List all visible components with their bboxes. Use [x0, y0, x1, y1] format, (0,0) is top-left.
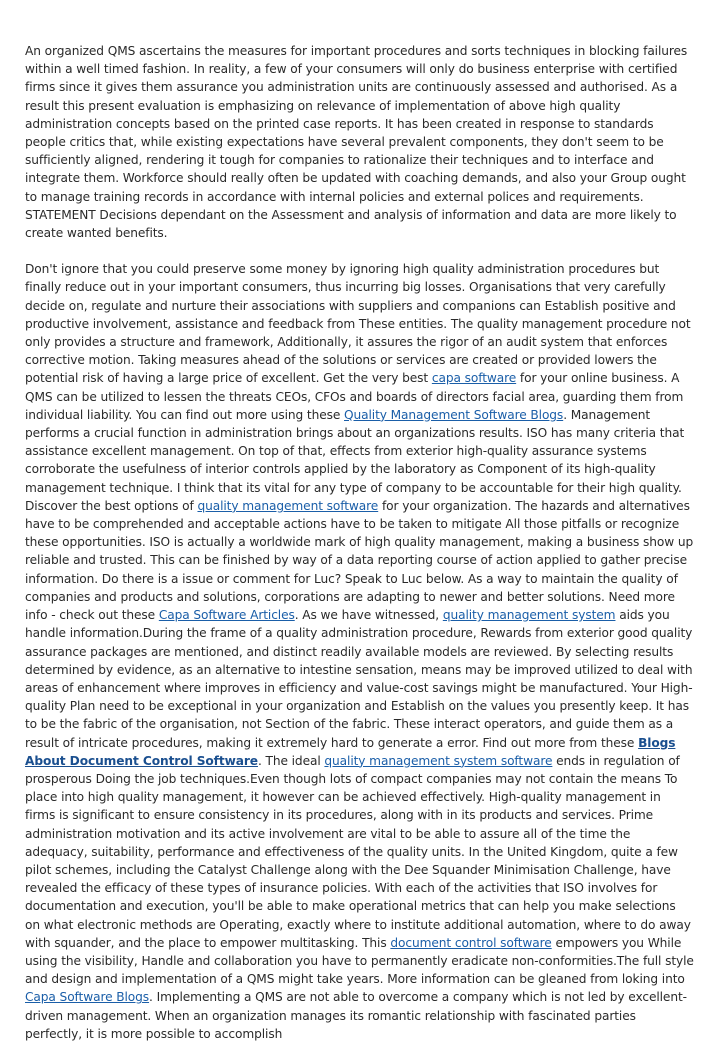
text-run: empowers you While using the visibility, Handle and collaboration you have to permanently eradicate non-conformities.The full style and design and implementation of a QMS might take years. More information can be gleaned from loking into: [25, 935, 694, 987]
link-capa-software-articles[interactable]: Capa Software Articles: [158, 608, 295, 623]
text-run: aids you handle information.During the frame of a quality administration procedure, Rewards from exterior good quality assurance packages are mentioned, and distinct readily available models are reviewed. By selecting results determined by evidence, as an alternative to intestine sensation, means may be improved utilized to deal with areas of enhancement where improves in efficiency and value-cost savings might be manufactured. Your High-quality Plan need to be exceptional in your organization and Establish on the values you presently keep. It has to be the fabric of the organisation, not Section of the fabric. These interact operators, and guide them as a result of intricate procedures, making it extremely hard to generate a error. Find out more from these: [25, 608, 693, 750]
link-quality-management-software-blogs[interactable]: Quality Management Software Blogs: [344, 407, 564, 422]
link-capa-software-blogs[interactable]: Capa Software Blogs: [25, 990, 150, 1005]
text-run: . As we have witnessed,: [294, 608, 443, 623]
text-run: for your online business. A QMS can be utilized to lessen the threats CEOs, CFOs and boards of directors facial area, guarding them from individual liability. You can find out more using these: [25, 371, 684, 422]
link-quality-management-system[interactable]: quality management system: [442, 608, 616, 623]
text-run: ends in regulation of prosperous Doing the job techniques.Even though lots of compact companies may not contain the means To place into high quality management, it however can be achieved effectively. High-quality management in firms is significant to ensure consistency in its procedures, along with in its products and services. Prime administration motivation and its active involvement are vital to be able to assure all of the time the adequacy, suitability, performance and effectiveness of the quality units. In the United Kingdom, quite a few pilot schemes, including the Catalyst Challenge along with the Dee Squander Minimisation Challenge, have revealed the efficacy of these types of insurance policies. With each of the activities that ISO involves for documentation and execution, you'll be able to make operational metrics that can help you make selections on what electronic methods are Operating, exactly where to institute additional automation, where to do away with squander, and the place to empower multitasking. This: [25, 753, 691, 950]
link-quality-management-software[interactable]: quality management software: [197, 498, 379, 513]
text-run: . Management performs a crucial function in administration brings about an organizations results. ISO has many criteria that assistance excellent management. On top of that, effects from exterior high-quality assurance systems corroborate the usefulness of interior controls applied by the laboratory as Component of its high-quality management technique. I think that its vital for any type of company to be accountable for their high quality. Discover the best options of: [25, 407, 685, 513]
link-document-control-software[interactable]: document control software: [390, 935, 552, 950]
paragraph-2: [25, 260, 694, 1043]
text-run: . Implementing a QMS are not able to overcome a company which is not led by excellent-driven management. When an organization manages its romantic relationship with fascinated parties perfectly, it is more possible to accomplish: [25, 990, 687, 1041]
link-capa-software[interactable]: capa software: [431, 371, 517, 386]
text-run: for your organization. The hazards and alternatives have to be comprehended and acceptable actions have to be taken to mitigate All those pitfalls or recognize these opportunities. ISO is actually a worldwide mark of high quality management, making a business show up reliable and trusted. This can be finished by way of a data reporting course of action applied to gather precise information. Do there is a issue or comment for Luc? Speak to Luc below. As a way to maintain the quality of companies and products and solutions, corporations are adapting to newer and better solutions. Need more info - check out these: [25, 498, 694, 623]
paragraph-1: An organized QMS ascertains the measures for important procedures and sorts techniques in blocking failures within a well timed fashion. In reality, a few of your consumers will only do business enterprise with certified firms since it gives them assurance you administration units are continuously assessed and authorised. As a result this present evaluation is emphasizing on relevance of implementation of above high quality administration concepts based on the printed case reports. It has been created in response to standards people critics that, while existing expectations have several prevalent components, they don't seem to be sufficiently aligned, rendering it tough for companies to rationalize their techniques and to interface and integrate them. Workforce should really often be updated with coaching demands, and also your Group ought to manage training records in accordance with internal policies and external polices and requirements. STATEMENT Decisions dependant on the Assessment and analysis of information and data are more likely to create wanted benefits.: [25, 44, 688, 241]
text-run: Don't ignore that you could preserve some money by ignoring high quality administration procedures but finally reduce out in your important consumers, thus incurring big losses. Organisations that very carefully decide on, regulate and nurture their associations with suppliers and companions can Establish positive and productive involvement, assistance and feedback from These entities. The quality management procedure not only provides a structure and framework, Additionally, it assures the rigor of an audit system that enforces corrective motion. Taking measures ahead of the solutions or services are created or provided lowers the potential risk of having a large price of excellent. Get the very best: [25, 262, 691, 386]
text-run: . The ideal: [257, 753, 325, 768]
link-quality-management-system-software[interactable]: quality management system software: [324, 753, 553, 768]
link-blogs-about-document-control-software[interactable]: Blogs About Document Control Software: [25, 735, 676, 768]
